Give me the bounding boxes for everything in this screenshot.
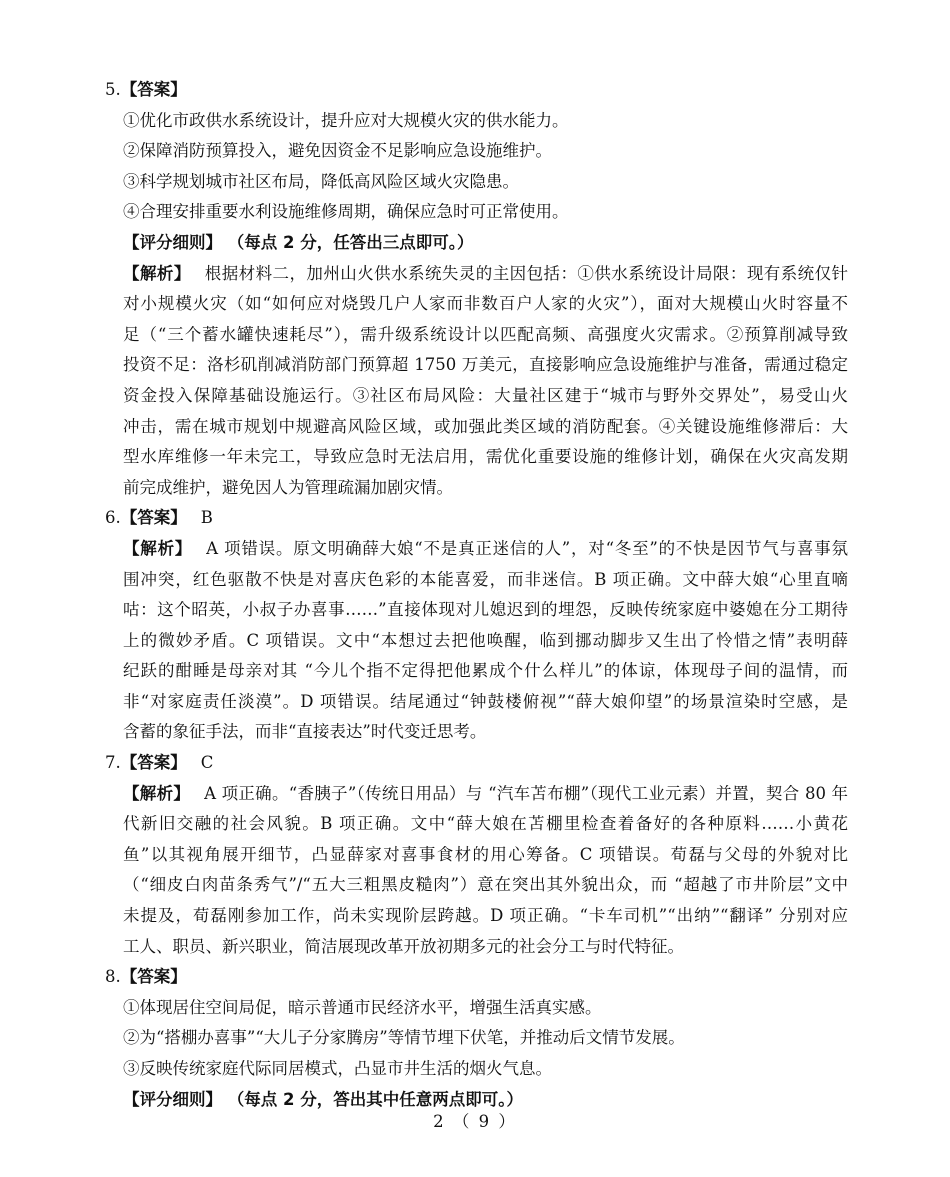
q5-rule: [105, 228, 848, 259]
q5-analysis-line-1: [105, 259, 848, 290]
q8-item-2: ②为“搭棚办喜事”“大儿子分家腾房”等情节埋下伏笔，并推动后文情节发展。: [123, 1028, 685, 1048]
q5-answer-tag: 【答案】: [120, 80, 187, 99]
q8-rule-text: （每点 2 分，答出其中任意两点即可。）: [236, 1089, 523, 1109]
q5-header: [105, 75, 848, 106]
q5-analysis-line-2: 对小规模火灾（如“如何应对烧毁几户人家而非数百户人家的火灾”），面对大规模山火时容量不: [123, 294, 848, 314]
q5-analysis-line-6: 冲击，需在城市规划中规避高风险区域，或加强此类区域的消防配套。④关键设施维修滞后：大: [123, 416, 848, 436]
q7-analysis-line-6: 工人、职员、新兴职业，简洁展现改革开放初期多元的社会分工与时代特征。: [123, 936, 684, 956]
q5-number: 5.: [105, 80, 121, 99]
q7-number: 7.: [105, 753, 121, 773]
q8-item-3: ③反映传统家庭代际同居模式，凸显市井生活的烟火气息。: [123, 1059, 552, 1078]
q6-number: 6.: [105, 508, 121, 528]
q6-analysis-line-4: 上的微妙矛盾。C 项错误。文中“本想过去把他唤醒，临到挪动脚步又生出了怜惜之情”表明薛: [123, 630, 848, 650]
q5-analysis-text-1: 根据材料二，加州山火供水系统失灵的主因包括：①供水系统设计局限：现有系统仅针: [204, 263, 848, 283]
q6-analysis-line-3: 咕：这个昭英，小叔子办喜事……”直接体现对儿媳迟到的埋怨，反映传统家庭中婆媳在分工期待: [123, 600, 848, 620]
q6-analysis-line-1: [105, 534, 848, 565]
q7-answer: C: [200, 753, 214, 773]
q5-item-3: ③科学规划城市社区布局，降低高风险区域火灾隐患。: [123, 171, 519, 191]
q8-answer-tag: 【答案】: [120, 967, 187, 987]
q7-analysis-text-1: A 项正确。“香胰子”（传统日用品）与 “汽车苫布棚”（现代工业元素）并置，契合 80 年: [204, 783, 848, 803]
q7-header: [105, 748, 848, 779]
q6-analysis-tag: 【解析】: [123, 538, 193, 558]
q7-answer-tag: 【答案】: [120, 753, 187, 773]
q6-analysis-line-6: 非“对家庭责任淡漠”。D 项错误。结尾通过“钟鼓楼俯视”“薛大娘仰望”的场景渲染时空感，是: [123, 691, 848, 711]
q8-item-1: ①体现居住空间局促，暗示普通市民经济水平，增强生活真实感。: [123, 997, 602, 1017]
q6-header: [105, 503, 848, 534]
q7-analysis-line-1: [105, 779, 848, 810]
q8-header: [105, 962, 848, 993]
q5-rule-tag: 【评分细则】: [123, 232, 222, 252]
q5-analysis-line-8: 前完成维护，避免因人为管理疏漏加剧灾情。: [123, 477, 453, 497]
q7-analysis-line-2: 代新旧交融的社会风貌。B 项正确。文中“薛大娘在苫棚里检查着备好的各种原料……小黄花: [123, 814, 848, 834]
q6-answer: B: [200, 508, 213, 528]
q8-number: 8.: [105, 967, 121, 987]
q6-analysis-line-7: 含蓄的象征手法，而非“直接表达”时代变迁思考。: [123, 722, 487, 742]
q6-analysis-line-2: 围冲突，红色驱散不快是对喜庆色彩的本能喜爱，而非迷信。B 项正确。文中薛大娘“心里直嘀: [123, 569, 848, 589]
q5-rule-text: （每点 2 分，任答出三点即可。）: [236, 232, 474, 252]
q6-answer-tag: 【答案】: [120, 508, 187, 528]
q5-analysis-line-4: 投资不足：洛杉矶削减消防部门预算超 1750 万美元，直接影响应急设施维护与准备，需通过稳定: [123, 355, 848, 375]
q5-analysis-line-3: 足（“三个蓄水罐快速耗尽”），需升级系统设计以匹配高频、高强度火灾需求。②预算削减导致: [123, 324, 848, 344]
q7-analysis-line-5: 未提及，荀磊刚参加工作，尚未实现阶层跨越。D 项正确。“卡车司机”“出纳”“翻译” 分别对应: [123, 906, 848, 926]
q7-analysis-tag: 【解析】: [123, 783, 191, 803]
q6-analysis-line-5: 纪跃的酣睡是母亲对其 “今儿个指不定得把他累成个什么样儿”的体谅，体现母子间的温情，而: [123, 661, 848, 681]
q5-item-4: ④合理安排重要水利设施维修周期，确保应急时可正常使用。: [123, 202, 569, 222]
q5-item-2: ②保障消防预算投入，避免因资金不足影响应急设施维护。: [123, 141, 552, 161]
q5-analysis-line-7: 型水库维修一年未完工，导致应急时无法启用，需优化重要设施的维修计划，确保在火灾高发期: [123, 447, 848, 467]
q5-analysis-line-5: 资金投入保障基础设施运行。③社区布局风险：大量社区建于“城市与野外交界处”，易受山火: [123, 385, 848, 405]
q6-analysis-text-1: A 项错误。原文明确薛大娘“不是真正迷信的人”，对“冬至”的不快是因节气与喜事氛: [206, 538, 848, 558]
q5-item-1: ①优化市政供水系统设计，提升应对大规模火灾的供水能力。: [123, 110, 569, 130]
q5-analysis-tag: 【解析】: [123, 263, 191, 283]
q8-rule-tag: 【评分细则】: [123, 1089, 222, 1109]
page-number: 2 （ 9 ）: [433, 1112, 517, 1131]
q7-analysis-line-4: （“细皮白肉苗条秀气”/“五大三粗黑皮糙肉”）意在突出其外貌出众，而 “超越了市井阶层”文中: [123, 875, 848, 895]
q7-analysis-line-3: 鱼”以其视角展开细节，凸显薛家对喜事食材的用心筹备。C 项错误。荀磊与父母的外貌对比: [123, 844, 848, 864]
